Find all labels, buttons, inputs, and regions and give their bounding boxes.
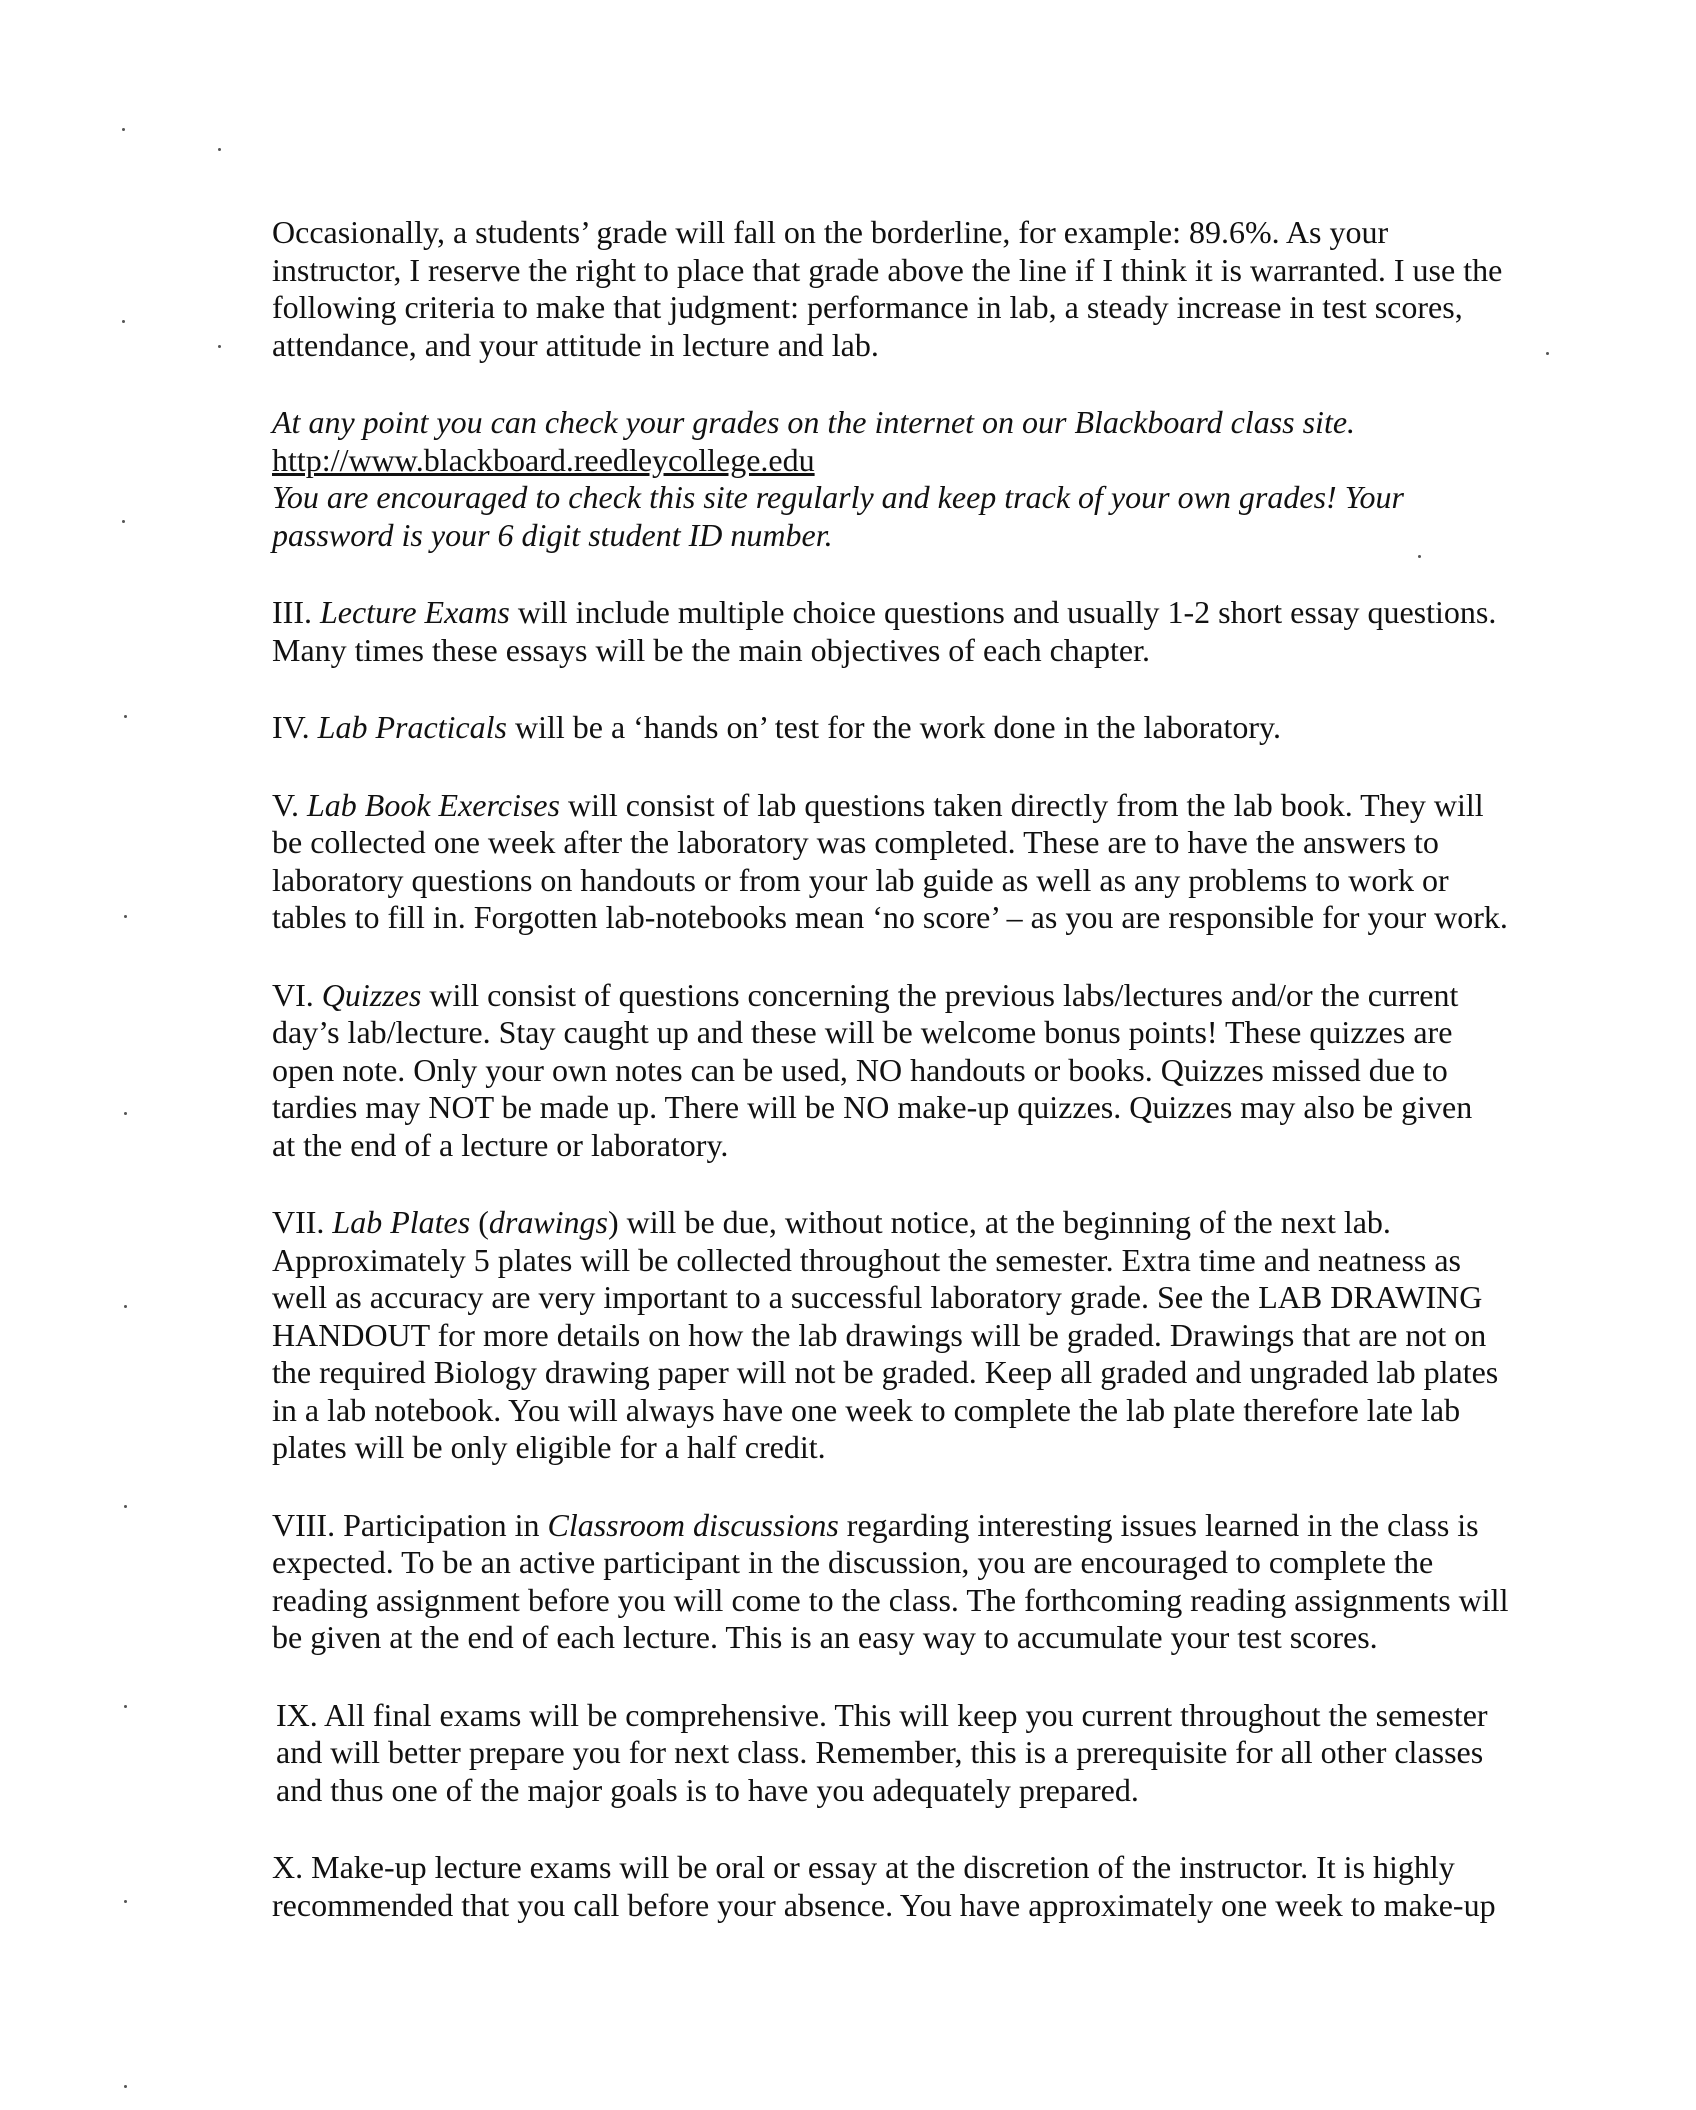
document-body	[272, 214, 1607, 1964]
text-line: recommended that you call before your absence. You have approximately one week to make-up	[272, 1886, 1496, 1923]
text-fragment: will consist of lab questions taken directly from the lab book. They will	[559, 786, 1484, 823]
text-line: in a lab notebook. You will always have one week to complete the lab plate therefore late lab	[272, 1391, 1461, 1428]
text-line: password is your 6 digit student ID number.	[272, 516, 833, 553]
text-line: Many times these essays will be the main objectives of each chapter.	[272, 631, 1150, 668]
text-fragment: ) will be due, without notice, at the beginning of the next lab.	[608, 1204, 1391, 1240]
item-classroom-discussions	[272, 1507, 1607, 1657]
scan-speck	[124, 915, 127, 918]
paragraph-blackboard	[272, 404, 1607, 554]
text-fragment: (	[470, 1204, 489, 1240]
text-line: open note. Only your own notes can be used, NO handouts or books. Quizzes missed due to	[272, 1051, 1448, 1088]
text-line: tardies may NOT be made up. There will be NO make-up quizzes. Quizzes may also be given	[272, 1089, 1473, 1125]
text-line: X. Make-up lecture exams will be oral or essay at the discretion of the instructor. It is highly	[272, 1849, 1455, 1885]
text-line: be collected one week after the laboratory was completed. These are to have the answers to	[272, 824, 1439, 860]
scan-speck	[122, 520, 125, 523]
item-number: VII.	[272, 1204, 333, 1240]
paragraph-borderline-grades	[272, 214, 1607, 364]
text-fragment: regarding interesting issues learned in the class is	[838, 1506, 1479, 1543]
item-term: Lecture Exams	[319, 594, 510, 630]
item-lab-book-exercises	[272, 787, 1607, 937]
text-line: At any point you can check your grades on the internet on our Blackboard class site.	[272, 404, 1356, 440]
scan-speck	[124, 1705, 127, 1708]
text-line: expected. To be an active participant in the discussion, you are encouraged to complete the	[272, 1544, 1434, 1580]
item-lecture-exams	[272, 594, 1607, 669]
text-line: tables to fill in. Forgotten lab-notebooks mean ‘no score’ – as you are responsible for your work.	[272, 899, 1508, 935]
text-line: You are encouraged to check this site regularly and keep track of your own grades! Your	[272, 479, 1404, 515]
text-line: HANDOUT for more details on how the lab drawings will be graded. Drawings that are not on	[272, 1316, 1487, 1353]
text-line: day’s lab/lecture. Stay caught up and these will be welcome bonus points! These quizzes are	[272, 1014, 1453, 1050]
text-line: attendance, and your attitude in lecture and lab.	[272, 326, 879, 363]
item-term: Classroom discussions	[547, 1506, 839, 1543]
text-line: following criteria to make that judgment: performance in lab, a steady increase in test scores,	[272, 289, 1463, 325]
text-fragment: will include multiple choice questions and usually 1-2 short essay questions.	[509, 594, 1497, 630]
blackboard-link[interactable]: http://www.blackboard.reedleycollege.edu	[272, 441, 815, 478]
item-term: Quizzes	[321, 976, 422, 1013]
scan-speck	[124, 2085, 127, 2088]
text-line: reading assignment before you will come to the class. The forthcoming reading assignments will	[272, 1581, 1509, 1618]
scan-speck	[122, 128, 125, 131]
item-number: III.	[272, 594, 320, 630]
item-lab-practicals	[272, 709, 1607, 747]
text-line: well as accuracy are very important to a successful laboratory grade. See the LAB DRAWING	[272, 1279, 1483, 1315]
item-quizzes	[272, 977, 1607, 1165]
text-fragment: will consist of questions concerning the previous labs/lectures and/or the current	[421, 976, 1459, 1013]
item-number: VI.	[272, 976, 322, 1013]
text-line: and will better prepare you for next class. Remember, this is a prerequisite for all other classes	[276, 1734, 1484, 1770]
text-fragment: Participation in	[343, 1506, 548, 1543]
text-line: Approximately 5 plates will be collected throughout the semester. Extra time and neatness as	[272, 1241, 1461, 1278]
item-number: VIII.	[272, 1506, 344, 1543]
item-number: V.	[272, 786, 307, 823]
scan-speck	[124, 1900, 127, 1903]
scan-speck	[124, 715, 127, 718]
item-final-exams	[272, 1697, 1607, 1810]
scan-speck	[122, 320, 125, 323]
scan-speck	[218, 148, 221, 151]
text-line: instructor, I reserve the right to place that grade above the line if I think it is warranted. I use the	[272, 251, 1503, 288]
text-line: laboratory questions on handouts or from your lab guide as well as any problems to work or	[272, 861, 1449, 898]
item-term: drawings	[488, 1204, 608, 1240]
scan-speck	[124, 1505, 127, 1508]
item-term: Lab Practicals	[317, 709, 507, 745]
text-line: and thus one of the major goals is to have you adequately prepared.	[276, 1771, 1139, 1808]
item-makeup-exams	[272, 1849, 1607, 1924]
text-line: be given at the end of each lecture. This is an easy way to accumulate your test scores.	[272, 1619, 1378, 1655]
text-line: plates will be only eligible for a half credit.	[272, 1429, 826, 1465]
item-lab-plates	[272, 1204, 1607, 1467]
text-line: the required Biology drawing paper will not be graded. Keep all graded and ungraded lab plates	[272, 1354, 1499, 1390]
scan-speck	[124, 1112, 127, 1115]
text-line: at the end of a lecture or laboratory.	[272, 1126, 729, 1163]
scan-speck	[218, 345, 221, 348]
text-line: Occasionally, a students’ grade will fall on the borderline, for example: 89.6%. As your	[272, 214, 1389, 250]
text-line: IX. All final exams will be comprehensive. This will keep you current throughout the semester	[276, 1696, 1488, 1733]
text-fragment: will be a ‘hands on’ test for the work done in the laboratory.	[506, 709, 1281, 745]
item-number: IV.	[272, 709, 318, 745]
scan-speck	[124, 1305, 127, 1308]
item-term: Lab Plates	[332, 1204, 471, 1240]
item-term: Lab Book Exercises	[306, 786, 560, 823]
